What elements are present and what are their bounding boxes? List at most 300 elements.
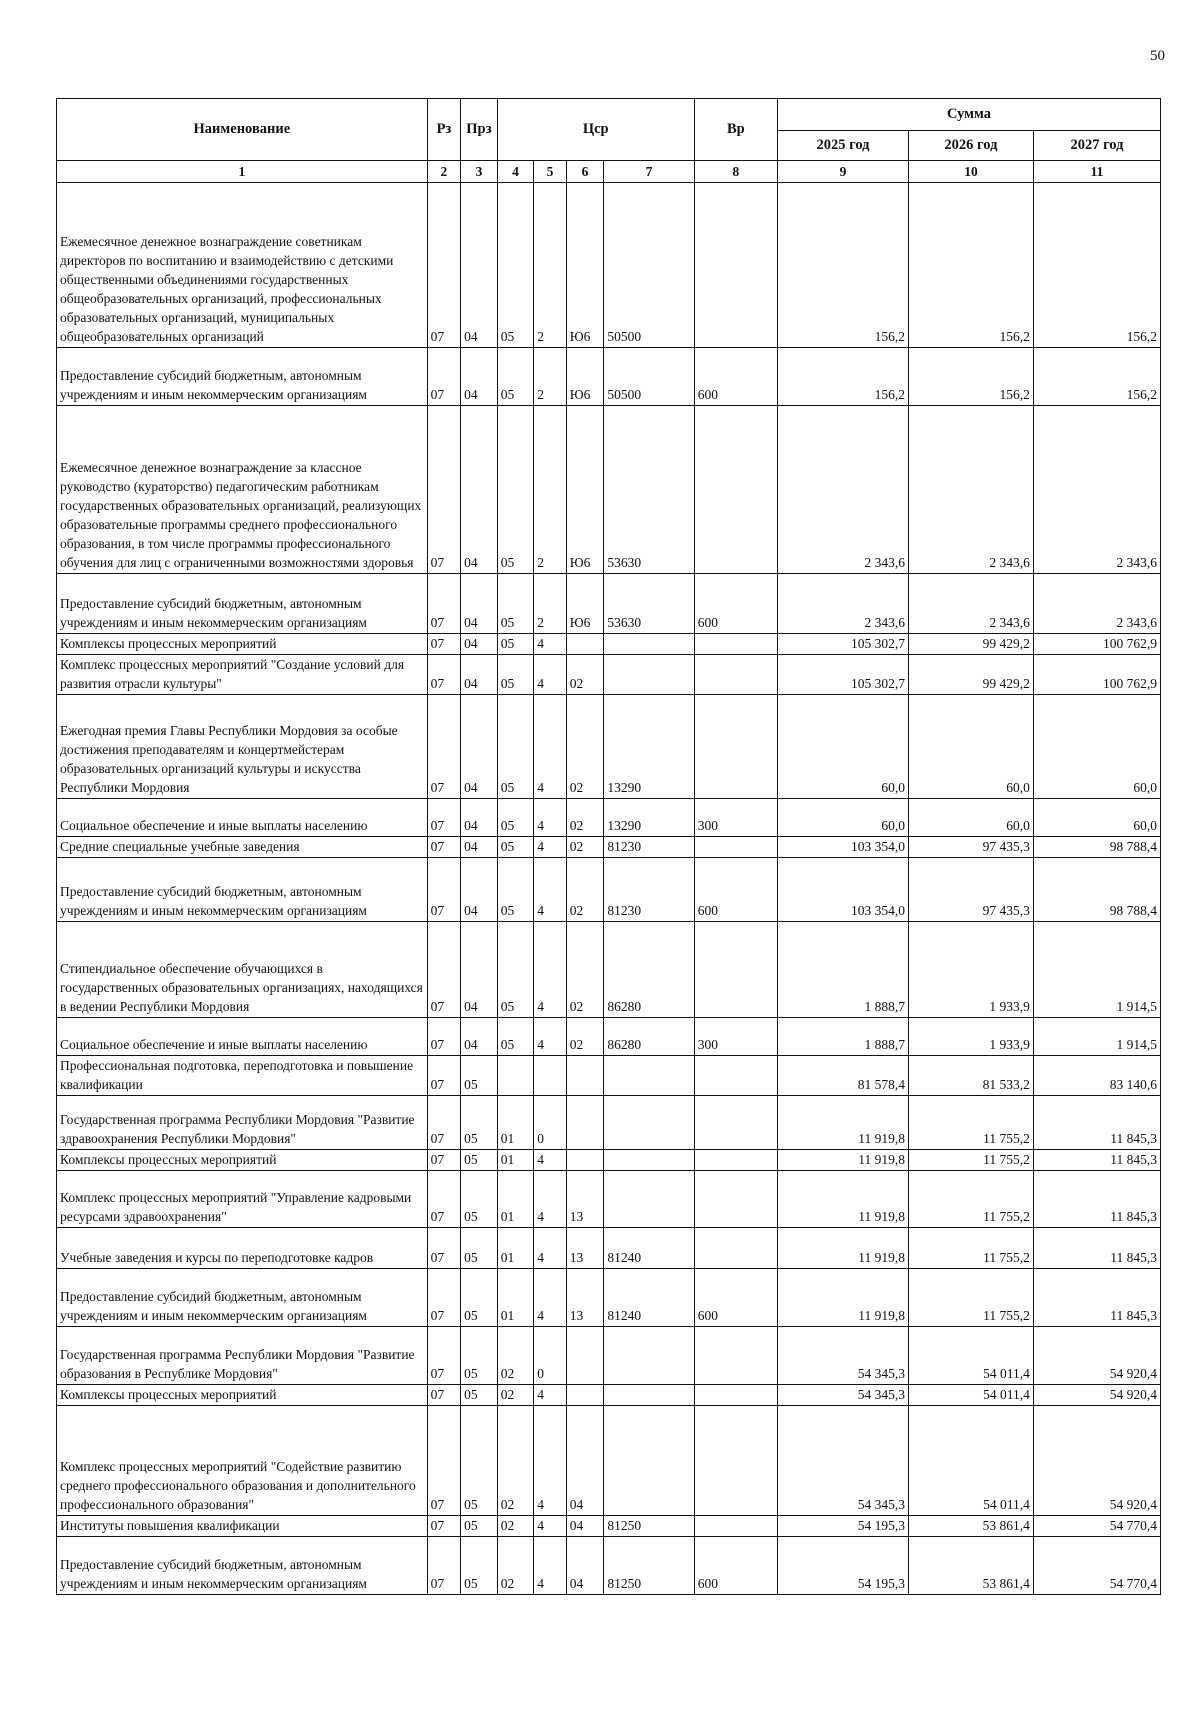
row-prz: 04 bbox=[461, 858, 498, 922]
row-prz: 05 bbox=[461, 1269, 498, 1327]
row-rz: 07 bbox=[427, 799, 461, 837]
row-name: Социальное обеспечение и иные выплаты населению bbox=[57, 1018, 428, 1056]
row-sum-2026: 60,0 bbox=[908, 695, 1033, 799]
row-sum-2026: 53 861,4 bbox=[908, 1537, 1033, 1595]
row-rz: 07 bbox=[427, 1171, 461, 1228]
row-prz: 04 bbox=[461, 922, 498, 1018]
row-csr-direction: 81230 bbox=[604, 858, 694, 922]
table-row bbox=[57, 799, 1161, 837]
row-vr bbox=[694, 1171, 777, 1228]
row-rz: 07 bbox=[427, 837, 461, 858]
row-sum-2025: 60,0 bbox=[777, 799, 908, 837]
row-rz: 07 bbox=[427, 1056, 461, 1096]
row-csr-direction: 86280 bbox=[604, 922, 694, 1018]
header-2027: 2027 год bbox=[1033, 131, 1160, 161]
row-sum-2027: 60,0 bbox=[1033, 695, 1160, 799]
row-sum-2026: 11 755,2 bbox=[908, 1171, 1033, 1228]
row-name: Комплексы процессных мероприятий bbox=[57, 634, 428, 655]
row-csr-type: 4 bbox=[534, 1385, 566, 1406]
table-row bbox=[57, 1269, 1161, 1327]
row-prz: 04 bbox=[461, 406, 498, 574]
row-name: Социальное обеспечение и иные выплаты населению bbox=[57, 799, 428, 837]
row-sum-2027: 11 845,3 bbox=[1033, 1150, 1160, 1171]
row-csr-structural: 02 bbox=[566, 655, 604, 695]
row-csr-program: 01 bbox=[497, 1269, 534, 1327]
row-csr-program: 01 bbox=[497, 1150, 534, 1171]
table-row bbox=[57, 1516, 1161, 1537]
row-name: Профессиональная подготовка, переподготовка и повышение квалификации bbox=[57, 1056, 428, 1096]
row-rz: 07 bbox=[427, 922, 461, 1018]
row-prz: 04 bbox=[461, 695, 498, 799]
row-prz: 05 bbox=[461, 1406, 498, 1516]
table-row bbox=[57, 1537, 1161, 1595]
table-row bbox=[57, 1096, 1161, 1150]
table-row bbox=[57, 574, 1161, 634]
row-prz: 05 bbox=[461, 1537, 498, 1595]
row-csr-direction bbox=[604, 655, 694, 695]
row-csr-program: 05 bbox=[497, 634, 534, 655]
row-csr-program: 05 bbox=[497, 858, 534, 922]
page-number: 50 bbox=[1150, 48, 1165, 64]
row-sum-2025: 11 919,8 bbox=[777, 1269, 908, 1327]
row-csr-structural: 04 bbox=[566, 1537, 604, 1595]
row-csr-direction: 50500 bbox=[604, 183, 694, 348]
row-csr-direction: 81240 bbox=[604, 1269, 694, 1327]
row-sum-2027: 156,2 bbox=[1033, 183, 1160, 348]
row-csr-type: 2 bbox=[534, 183, 566, 348]
row-sum-2026: 156,2 bbox=[908, 183, 1033, 348]
row-sum-2026: 2 343,6 bbox=[908, 574, 1033, 634]
row-csr-type: 0 bbox=[534, 1327, 566, 1385]
column-number: 11 bbox=[1033, 161, 1160, 183]
row-rz: 07 bbox=[427, 1385, 461, 1406]
row-vr bbox=[694, 634, 777, 655]
row-csr-program: 02 bbox=[497, 1516, 534, 1537]
row-csr-type: 4 bbox=[534, 858, 566, 922]
row-sum-2025: 54 195,3 bbox=[777, 1537, 908, 1595]
row-csr-program bbox=[497, 1056, 534, 1096]
row-vr: 300 bbox=[694, 799, 777, 837]
row-vr: 600 bbox=[694, 1537, 777, 1595]
row-csr-program: 02 bbox=[497, 1385, 534, 1406]
row-prz: 05 bbox=[461, 1150, 498, 1171]
row-prz: 05 bbox=[461, 1228, 498, 1269]
row-csr-direction bbox=[604, 1406, 694, 1516]
row-vr bbox=[694, 1056, 777, 1096]
row-rz: 07 bbox=[427, 634, 461, 655]
table-row bbox=[57, 183, 1161, 348]
row-sum-2027: 54 920,4 bbox=[1033, 1385, 1160, 1406]
row-csr-program: 05 bbox=[497, 1018, 534, 1056]
row-csr-structural: 02 bbox=[566, 799, 604, 837]
row-csr-program: 05 bbox=[497, 837, 534, 858]
row-name: Предоставление субсидий бюджетным, автономным учреждениям и иным некоммерческим организациям bbox=[57, 1537, 428, 1595]
row-csr-type: 4 bbox=[534, 634, 566, 655]
row-csr-direction bbox=[604, 1150, 694, 1171]
row-rz: 07 bbox=[427, 858, 461, 922]
row-rz: 07 bbox=[427, 1327, 461, 1385]
row-sum-2027: 11 845,3 bbox=[1033, 1269, 1160, 1327]
row-vr bbox=[694, 1150, 777, 1171]
row-csr-structural bbox=[566, 634, 604, 655]
row-rz: 07 bbox=[427, 348, 461, 406]
row-csr-direction bbox=[604, 1096, 694, 1150]
row-name: Предоставление субсидий бюджетным, автономным учреждениям и иным некоммерческим организациям bbox=[57, 1269, 428, 1327]
row-rz: 07 bbox=[427, 1406, 461, 1516]
row-name: Ежемесячное денежное вознаграждение советникам директоров по воспитанию и взаимодействию с детскими общественными объединениями государственных общеобразовательных организаций, профессиональных образовательных организаций, муниципальных общеобразовательных организаций bbox=[57, 183, 428, 348]
row-vr bbox=[694, 922, 777, 1018]
row-prz: 05 bbox=[461, 1096, 498, 1150]
row-rz: 07 bbox=[427, 1269, 461, 1327]
row-name: Ежемесячное денежное вознаграждение за классное руководство (кураторство) педагогическим работникам государственных образовательных организаций, реализующих образовательные программы среднего профессионального образования, в том числе программы профессионального обучения для лиц с ограниченными возможностями здоровья bbox=[57, 406, 428, 574]
row-csr-program: 02 bbox=[497, 1406, 534, 1516]
row-csr-program: 02 bbox=[497, 1537, 534, 1595]
row-csr-program: 02 bbox=[497, 1327, 534, 1385]
header-prz: Прз bbox=[461, 99, 498, 161]
row-prz: 05 bbox=[461, 1171, 498, 1228]
row-csr-type: 4 bbox=[534, 1406, 566, 1516]
row-sum-2026: 54 011,4 bbox=[908, 1385, 1033, 1406]
row-csr-structural: 04 bbox=[566, 1516, 604, 1537]
row-csr-structural bbox=[566, 1385, 604, 1406]
row-sum-2025: 156,2 bbox=[777, 348, 908, 406]
row-csr-program: 05 bbox=[497, 183, 534, 348]
row-sum-2025: 103 354,0 bbox=[777, 858, 908, 922]
row-name: Комплекс процессных мероприятий "Управление кадровыми ресурсами здравоохранения" bbox=[57, 1171, 428, 1228]
row-sum-2027: 60,0 bbox=[1033, 799, 1160, 837]
row-csr-structural: 02 bbox=[566, 837, 604, 858]
row-prz: 04 bbox=[461, 634, 498, 655]
header-sum: Сумма bbox=[777, 99, 1160, 131]
row-csr-structural: 02 bbox=[566, 858, 604, 922]
row-name: Стипендиальное обеспечение обучающихся в государственных образовательных организациях, находящихся в ведении Республики Мордовия bbox=[57, 922, 428, 1018]
table-row bbox=[57, 1171, 1161, 1228]
row-sum-2025: 11 919,8 bbox=[777, 1228, 908, 1269]
table-row bbox=[57, 922, 1161, 1018]
row-vr bbox=[694, 1327, 777, 1385]
row-sum-2027: 11 845,3 bbox=[1033, 1096, 1160, 1150]
column-number: 3 bbox=[461, 161, 498, 183]
row-csr-structural bbox=[566, 1150, 604, 1171]
row-sum-2027: 11 845,3 bbox=[1033, 1228, 1160, 1269]
row-sum-2025: 81 578,4 bbox=[777, 1056, 908, 1096]
row-sum-2027: 1 914,5 bbox=[1033, 922, 1160, 1018]
row-sum-2026: 1 933,9 bbox=[908, 922, 1033, 1018]
row-prz: 05 bbox=[461, 1516, 498, 1537]
table-row bbox=[57, 858, 1161, 922]
row-csr-program: 05 bbox=[497, 922, 534, 1018]
row-name: Ежегодная премия Главы Республики Мордовия за особые достижения преподавателям и концертмейстерам образовательных организаций культуры и искусства Республики Мордовия bbox=[57, 695, 428, 799]
row-prz: 04 bbox=[461, 1018, 498, 1056]
table-row bbox=[57, 1406, 1161, 1516]
row-rz: 07 bbox=[427, 1150, 461, 1171]
table-row bbox=[57, 348, 1161, 406]
table-row bbox=[57, 1327, 1161, 1385]
table-row bbox=[57, 695, 1161, 799]
row-sum-2027: 100 762,9 bbox=[1033, 634, 1160, 655]
row-name: Средние специальные учебные заведения bbox=[57, 837, 428, 858]
header-vr: Вр bbox=[694, 99, 777, 161]
row-vr: 600 bbox=[694, 1269, 777, 1327]
row-csr-type: 2 bbox=[534, 406, 566, 574]
row-sum-2027: 11 845,3 bbox=[1033, 1171, 1160, 1228]
row-csr-structural bbox=[566, 1056, 604, 1096]
row-csr-program: 01 bbox=[497, 1171, 534, 1228]
row-sum-2026: 11 755,2 bbox=[908, 1096, 1033, 1150]
row-rz: 07 bbox=[427, 655, 461, 695]
row-sum-2027: 2 343,6 bbox=[1033, 574, 1160, 634]
row-vr bbox=[694, 655, 777, 695]
row-name: Предоставление субсидий бюджетным, автономным учреждениям и иным некоммерческим организациям bbox=[57, 858, 428, 922]
row-sum-2026: 99 429,2 bbox=[908, 655, 1033, 695]
row-sum-2026: 11 755,2 bbox=[908, 1228, 1033, 1269]
row-sum-2026: 97 435,3 bbox=[908, 837, 1033, 858]
row-csr-direction: 81250 bbox=[604, 1516, 694, 1537]
row-name: Комплекс процессных мероприятий "Создание условий для развития отрасли культуры" bbox=[57, 655, 428, 695]
table-row bbox=[57, 1018, 1161, 1056]
row-vr bbox=[694, 1516, 777, 1537]
row-sum-2026: 54 011,4 bbox=[908, 1406, 1033, 1516]
row-sum-2027: 54 920,4 bbox=[1033, 1406, 1160, 1516]
row-rz: 07 bbox=[427, 1228, 461, 1269]
row-rz: 07 bbox=[427, 1537, 461, 1595]
row-prz: 04 bbox=[461, 655, 498, 695]
row-sum-2027: 100 762,9 bbox=[1033, 655, 1160, 695]
column-number: 7 bbox=[604, 161, 694, 183]
row-rz: 07 bbox=[427, 574, 461, 634]
row-vr bbox=[694, 837, 777, 858]
row-csr-structural: 13 bbox=[566, 1228, 604, 1269]
column-number: 5 bbox=[534, 161, 566, 183]
column-number: 1 bbox=[57, 161, 428, 183]
header-name: Наименование bbox=[57, 99, 428, 161]
row-csr-direction bbox=[604, 1056, 694, 1096]
column-number: 4 bbox=[497, 161, 534, 183]
row-csr-structural: 02 bbox=[566, 922, 604, 1018]
column-number-row bbox=[57, 161, 1161, 183]
row-rz: 07 bbox=[427, 406, 461, 574]
row-sum-2026: 11 755,2 bbox=[908, 1269, 1033, 1327]
column-number: 6 bbox=[566, 161, 604, 183]
row-csr-type: 4 bbox=[534, 655, 566, 695]
row-csr-direction: 86280 bbox=[604, 1018, 694, 1056]
row-sum-2025: 54 345,3 bbox=[777, 1327, 908, 1385]
row-vr bbox=[694, 1228, 777, 1269]
row-sum-2026: 156,2 bbox=[908, 348, 1033, 406]
table-row bbox=[57, 1150, 1161, 1171]
row-sum-2026: 81 533,2 bbox=[908, 1056, 1033, 1096]
row-sum-2025: 54 345,3 bbox=[777, 1406, 908, 1516]
row-csr-program: 05 bbox=[497, 406, 534, 574]
table-row bbox=[57, 1385, 1161, 1406]
row-csr-program: 05 bbox=[497, 655, 534, 695]
row-csr-type bbox=[534, 1056, 566, 1096]
row-sum-2025: 2 343,6 bbox=[777, 406, 908, 574]
row-sum-2026: 53 861,4 bbox=[908, 1516, 1033, 1537]
table-row bbox=[57, 837, 1161, 858]
row-prz: 04 bbox=[461, 574, 498, 634]
row-csr-structural: 02 bbox=[566, 695, 604, 799]
row-vr: 600 bbox=[694, 348, 777, 406]
row-csr-structural bbox=[566, 1327, 604, 1385]
header-csr: Цср bbox=[497, 99, 694, 161]
row-vr: 300 bbox=[694, 1018, 777, 1056]
row-csr-structural: Ю6 bbox=[566, 183, 604, 348]
table-row bbox=[57, 1228, 1161, 1269]
row-sum-2027: 1 914,5 bbox=[1033, 1018, 1160, 1056]
row-csr-type: 4 bbox=[534, 1537, 566, 1595]
row-csr-type: 4 bbox=[534, 695, 566, 799]
row-sum-2027: 54 770,4 bbox=[1033, 1516, 1160, 1537]
row-csr-structural: 13 bbox=[566, 1171, 604, 1228]
row-rz: 07 bbox=[427, 695, 461, 799]
row-csr-type: 4 bbox=[534, 1228, 566, 1269]
row-csr-direction: 13290 bbox=[604, 695, 694, 799]
row-vr bbox=[694, 695, 777, 799]
row-csr-type: 2 bbox=[534, 574, 566, 634]
row-csr-type: 4 bbox=[534, 1516, 566, 1537]
row-sum-2026: 60,0 bbox=[908, 799, 1033, 837]
row-csr-type: 4 bbox=[534, 1018, 566, 1056]
row-sum-2025: 105 302,7 bbox=[777, 655, 908, 695]
row-sum-2027: 54 920,4 bbox=[1033, 1327, 1160, 1385]
row-sum-2027: 54 770,4 bbox=[1033, 1537, 1160, 1595]
row-csr-program: 05 bbox=[497, 695, 534, 799]
row-sum-2025: 105 302,7 bbox=[777, 634, 908, 655]
row-sum-2026: 54 011,4 bbox=[908, 1327, 1033, 1385]
row-sum-2026: 97 435,3 bbox=[908, 858, 1033, 922]
row-prz: 05 bbox=[461, 1056, 498, 1096]
row-vr bbox=[694, 183, 777, 348]
row-csr-program: 05 bbox=[497, 348, 534, 406]
row-sum-2027: 98 788,4 bbox=[1033, 858, 1160, 922]
row-csr-program: 05 bbox=[497, 799, 534, 837]
row-csr-direction: 13290 bbox=[604, 799, 694, 837]
row-csr-structural: Ю6 bbox=[566, 574, 604, 634]
row-csr-structural: Ю6 bbox=[566, 406, 604, 574]
row-csr-type: 4 bbox=[534, 837, 566, 858]
row-sum-2025: 60,0 bbox=[777, 695, 908, 799]
table-row bbox=[57, 406, 1161, 574]
row-csr-structural: 04 bbox=[566, 1406, 604, 1516]
row-prz: 04 bbox=[461, 348, 498, 406]
row-vr bbox=[694, 1096, 777, 1150]
row-csr-structural: Ю6 bbox=[566, 348, 604, 406]
row-csr-type: 4 bbox=[534, 1171, 566, 1228]
row-name: Государственная программа Республики Мордовия "Развитие здравоохранения Республики Мордовия" bbox=[57, 1096, 428, 1150]
row-sum-2025: 11 919,8 bbox=[777, 1096, 908, 1150]
row-sum-2027: 156,2 bbox=[1033, 348, 1160, 406]
row-csr-structural: 13 bbox=[566, 1269, 604, 1327]
row-rz: 07 bbox=[427, 1096, 461, 1150]
row-prz: 05 bbox=[461, 1385, 498, 1406]
row-rz: 07 bbox=[427, 1516, 461, 1537]
row-csr-direction: 50500 bbox=[604, 348, 694, 406]
row-csr-direction bbox=[604, 1327, 694, 1385]
row-sum-2027: 2 343,6 bbox=[1033, 406, 1160, 574]
row-sum-2025: 1 888,7 bbox=[777, 1018, 908, 1056]
table-row bbox=[57, 634, 1161, 655]
row-rz: 07 bbox=[427, 1018, 461, 1056]
row-csr-direction: 53630 bbox=[604, 574, 694, 634]
row-csr-structural: 02 bbox=[566, 1018, 604, 1056]
row-sum-2025: 103 354,0 bbox=[777, 837, 908, 858]
header-2026: 2026 год bbox=[908, 131, 1033, 161]
row-sum-2026: 11 755,2 bbox=[908, 1150, 1033, 1171]
row-csr-direction bbox=[604, 1385, 694, 1406]
row-sum-2025: 11 919,8 bbox=[777, 1150, 908, 1171]
row-name: Институты повышения квалификации bbox=[57, 1516, 428, 1537]
row-csr-type: 4 bbox=[534, 1269, 566, 1327]
row-vr: 600 bbox=[694, 858, 777, 922]
row-sum-2027: 98 788,4 bbox=[1033, 837, 1160, 858]
row-name: Государственная программа Республики Мордовия "Развитие образования в Республике Мордовия" bbox=[57, 1327, 428, 1385]
row-sum-2026: 1 933,9 bbox=[908, 1018, 1033, 1056]
row-vr bbox=[694, 1406, 777, 1516]
budget-table bbox=[56, 98, 1161, 1595]
column-number: 2 bbox=[427, 161, 461, 183]
row-prz: 04 bbox=[461, 837, 498, 858]
row-sum-2025: 2 343,6 bbox=[777, 574, 908, 634]
header-2025: 2025 год bbox=[777, 131, 908, 161]
row-csr-direction: 81250 bbox=[604, 1537, 694, 1595]
row-csr-type: 2 bbox=[534, 348, 566, 406]
row-csr-direction: 81240 bbox=[604, 1228, 694, 1269]
row-vr bbox=[694, 1385, 777, 1406]
row-sum-2025: 1 888,7 bbox=[777, 922, 908, 1018]
row-name: Предоставление субсидий бюджетным, автономным учреждениям и иным некоммерческим организациям bbox=[57, 348, 428, 406]
column-number: 10 bbox=[908, 161, 1033, 183]
row-csr-type: 0 bbox=[534, 1096, 566, 1150]
row-sum-2025: 11 919,8 bbox=[777, 1171, 908, 1228]
row-name: Учебные заведения и курсы по переподготовке кадров bbox=[57, 1228, 428, 1269]
row-sum-2025: 54 195,3 bbox=[777, 1516, 908, 1537]
column-number: 8 bbox=[694, 161, 777, 183]
row-vr: 600 bbox=[694, 574, 777, 634]
row-name: Предоставление субсидий бюджетным, автономным учреждениям и иным некоммерческим организациям bbox=[57, 574, 428, 634]
row-csr-program: 01 bbox=[497, 1228, 534, 1269]
row-csr-structural bbox=[566, 1096, 604, 1150]
row-prz: 04 bbox=[461, 799, 498, 837]
header-rz: Рз bbox=[427, 99, 461, 161]
row-sum-2025: 54 345,3 bbox=[777, 1385, 908, 1406]
row-csr-type: 4 bbox=[534, 1150, 566, 1171]
row-csr-program: 01 bbox=[497, 1096, 534, 1150]
budget-table-body bbox=[57, 161, 1161, 1595]
row-sum-2025: 156,2 bbox=[777, 183, 908, 348]
table-row bbox=[57, 655, 1161, 695]
row-prz: 05 bbox=[461, 1327, 498, 1385]
row-csr-direction: 81230 bbox=[604, 837, 694, 858]
row-csr-program: 05 bbox=[497, 574, 534, 634]
table-row bbox=[57, 1056, 1161, 1096]
row-csr-direction: 53630 bbox=[604, 406, 694, 574]
row-rz: 07 bbox=[427, 183, 461, 348]
row-name: Комплексы процессных мероприятий bbox=[57, 1385, 428, 1406]
row-vr bbox=[694, 406, 777, 574]
column-number: 9 bbox=[777, 161, 908, 183]
row-csr-direction bbox=[604, 634, 694, 655]
row-csr-direction bbox=[604, 1171, 694, 1228]
row-sum-2027: 83 140,6 bbox=[1033, 1056, 1160, 1096]
row-name: Комплекс процессных мероприятий "Содействие развитию среднего профессионального образования и дополнительного профессионального образования" bbox=[57, 1406, 428, 1516]
row-name: Комплексы процессных мероприятий bbox=[57, 1150, 428, 1171]
row-sum-2026: 2 343,6 bbox=[908, 406, 1033, 574]
row-csr-type: 4 bbox=[534, 922, 566, 1018]
row-sum-2026: 99 429,2 bbox=[908, 634, 1033, 655]
row-prz: 04 bbox=[461, 183, 498, 348]
row-csr-type: 4 bbox=[534, 799, 566, 837]
